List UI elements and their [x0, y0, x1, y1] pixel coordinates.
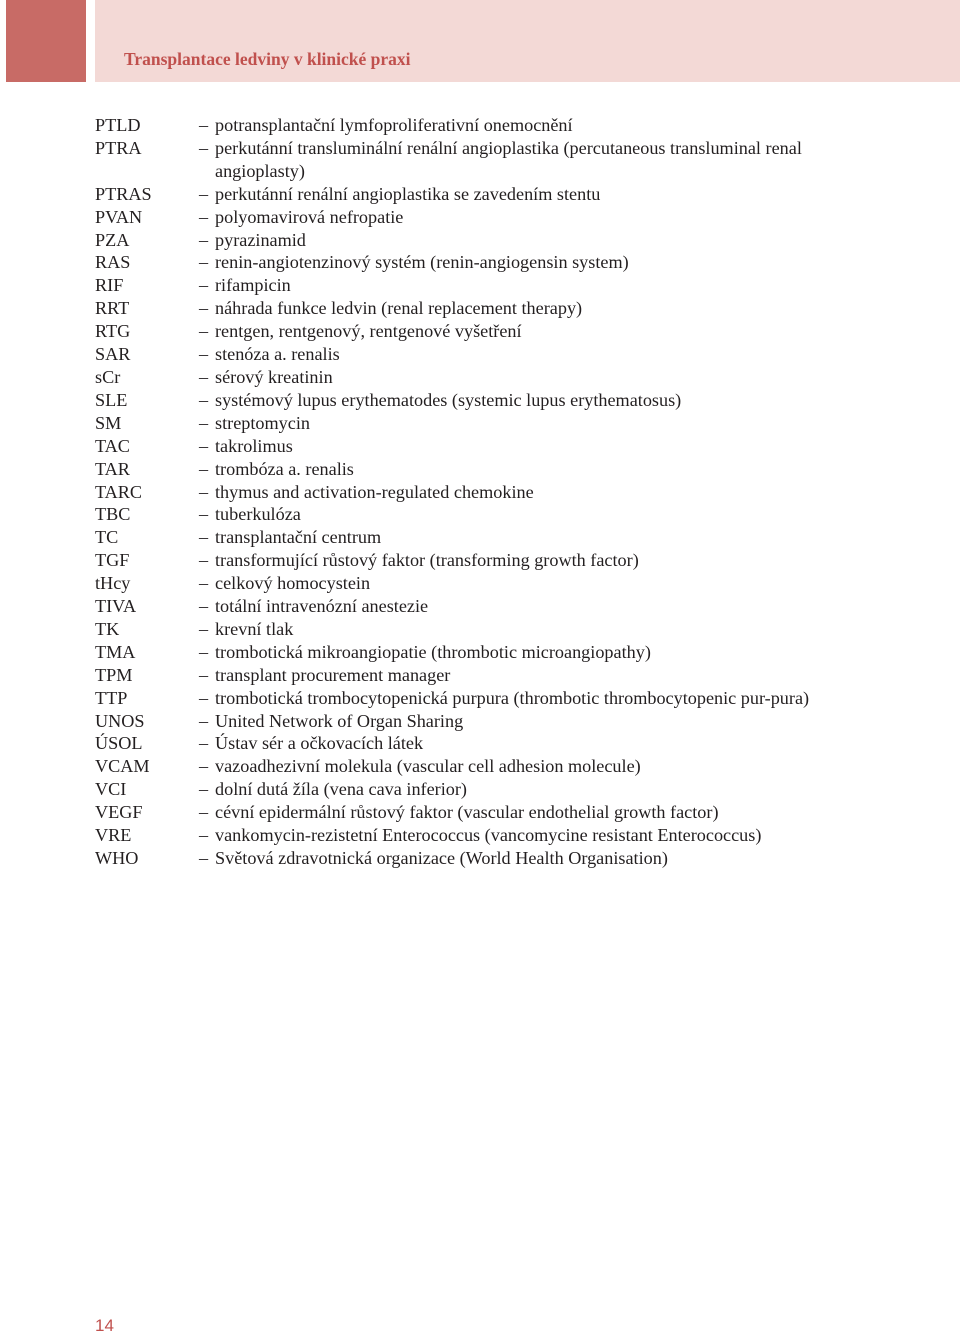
dash-separator: – [199, 458, 209, 479]
abbreviation-row [95, 618, 855, 641]
abbreviation-row [95, 481, 855, 504]
abbreviation-definition [199, 435, 855, 458]
abbreviation-definition [199, 274, 855, 297]
abbreviation-row [95, 778, 855, 801]
abbreviation-term: PTRA [95, 137, 142, 158]
dash-separator: – [199, 527, 209, 548]
dash-separator: – [199, 321, 209, 342]
definition-text: vankomycin-rezistetní Enterococcus (vancomycine resistant Enterococcus) [215, 825, 762, 846]
abbreviation-definition [199, 710, 855, 733]
dash-separator: – [199, 389, 209, 410]
dash-separator: – [199, 596, 209, 617]
abbreviation-term: TPM [95, 664, 133, 685]
definition-text: transformující růstový faktor (transforming growth factor) [215, 550, 639, 571]
abbreviation-definition [199, 503, 855, 526]
abbreviation-row [95, 732, 855, 755]
dash-separator: – [199, 710, 209, 731]
abbreviation-definition [199, 847, 855, 870]
dash-separator: – [199, 573, 209, 594]
abbreviation-definition [199, 549, 855, 572]
abbreviation-term: TTP [95, 687, 128, 708]
abbreviation-definition [199, 458, 855, 481]
abbreviation-definition [199, 526, 855, 549]
dash-separator: – [199, 550, 209, 571]
abbreviation-row [95, 251, 855, 274]
dash-separator: – [199, 115, 209, 135]
definition-text: náhrada funkce ledvin (renal replacement therapy) [215, 298, 583, 319]
definition-text: streptomycin [215, 412, 310, 433]
abbreviation-term: SLE [95, 389, 128, 410]
definition-text: trombóza a. renalis [215, 458, 354, 479]
abbreviation-term: PTRAS [95, 183, 152, 204]
abbreviation-term: VRE [95, 825, 132, 846]
abbreviation-term: PTLD [95, 115, 141, 135]
abbreviation-row [95, 503, 855, 526]
definition-text: Ústav sér a očkovacích látek [215, 733, 424, 754]
abbreviation-row [95, 595, 855, 618]
definition-text: trombotická trombocytopenická purpura (thrombotic thrombocytopenic pur-pura) [215, 687, 810, 708]
abbreviation-term: RTG [95, 321, 131, 342]
abbreviation-term: TBC [95, 504, 131, 525]
dash-separator: – [199, 687, 209, 708]
abbreviation-definition [199, 801, 855, 824]
abbreviation-row [95, 710, 855, 733]
abbreviation-definition [199, 206, 855, 229]
abbreviation-definition [199, 664, 855, 687]
definition-text: perkutánní renální angioplastika se zavedením stentu [215, 183, 601, 204]
definition-text: sérový kreatinin [215, 366, 333, 387]
dash-separator: – [199, 435, 209, 456]
definition-text: tuberkulóza [215, 504, 301, 525]
dash-separator: – [199, 641, 209, 662]
abbreviation-term: TAC [95, 435, 130, 456]
definition-text: renin-angiotenzinový systém (renin-angiogensin system) [215, 252, 629, 273]
abbreviation-term: TK [95, 618, 120, 639]
abbreviation-row [95, 458, 855, 481]
definition-text: polyomavirová nefropatie [215, 206, 404, 227]
abbreviation-row [95, 641, 855, 664]
dash-separator: – [199, 504, 209, 525]
abbreviation-definition [199, 687, 855, 710]
abbreviation-row [95, 297, 855, 320]
definition-text: pyrazinamid [215, 229, 306, 250]
page-number: 14 [95, 1316, 114, 1335]
dash-separator: – [199, 412, 209, 433]
abbreviation-term: SAR [95, 344, 131, 365]
abbreviation-definition [199, 366, 855, 389]
dash-separator: – [199, 229, 209, 250]
abbreviation-definition [199, 595, 855, 618]
abbreviation-list [95, 114, 855, 870]
abbreviation-row [95, 320, 855, 343]
dash-separator: – [199, 298, 209, 319]
definition-text: stenóza a. renalis [215, 344, 340, 365]
abbreviation-row [95, 366, 855, 389]
abbreviation-definition [199, 389, 855, 412]
definition-text: totální intravenózní anestezie [215, 596, 429, 617]
definition-text: rifampicin [215, 275, 291, 296]
definition-text: United Network of Organ Sharing [215, 710, 464, 731]
definition-text: krevní tlak [215, 618, 294, 639]
abbreviation-row [95, 549, 855, 572]
abbreviation-definition [199, 183, 855, 206]
dash-separator: – [199, 206, 209, 227]
abbreviation-definition [199, 114, 855, 137]
abbreviation-term: UNOS [95, 710, 145, 731]
abbreviation-term: PVAN [95, 206, 143, 227]
abbreviation-term: VCI [95, 779, 127, 800]
dash-separator: – [199, 825, 209, 846]
abbreviation-definition [199, 824, 855, 847]
definition-text: trombotická mikroangiopatie (thrombotic microangiopathy) [215, 641, 651, 662]
abbreviation-term: RAS [95, 252, 131, 273]
abbreviation-term: sCr [95, 366, 121, 387]
dash-separator: – [199, 779, 209, 800]
abbreviation-term: PZA [95, 229, 130, 250]
definition-text: perkutánní transluminální renální angioplastika (percutaneous transluminal renal angioplasty) [215, 137, 802, 181]
dash-separator: – [199, 664, 209, 685]
definition-text: takrolimus [215, 435, 293, 456]
abbreviation-definition [199, 572, 855, 595]
abbreviation-definition [199, 343, 855, 366]
dash-separator: – [199, 848, 209, 868]
abbreviation-term: TARC [95, 481, 143, 502]
dash-separator: – [199, 481, 209, 502]
abbreviation-row [95, 412, 855, 435]
abbreviation-term: TAR [95, 458, 130, 479]
definition-text: Světová zdravotnická organizace (World Health Organisation) [215, 848, 668, 868]
dash-separator: – [199, 618, 209, 639]
abbreviation-row [95, 137, 855, 183]
abbreviation-definition [199, 732, 855, 755]
header-accent-block [6, 0, 86, 82]
abbreviation-row [95, 274, 855, 297]
definition-text: transplant procurement manager [215, 664, 451, 685]
abbreviation-term: ÚSOL [95, 733, 143, 754]
abbreviation-definition [199, 481, 855, 504]
abbreviation-term: VCAM [95, 756, 150, 777]
abbreviation-row [95, 824, 855, 847]
abbreviation-definition [199, 778, 855, 801]
abbreviation-row [95, 664, 855, 687]
definition-text: rentgen, rentgenový, rentgenové vyšetření [215, 321, 522, 342]
definition-text: dolní dutá žíla (vena cava inferior) [215, 779, 467, 800]
abbreviation-term: RIF [95, 275, 124, 296]
abbreviation-row [95, 229, 855, 252]
abbreviation-definition [199, 297, 855, 320]
abbreviation-definition [199, 229, 855, 252]
abbreviation-row [95, 435, 855, 458]
abbreviation-term: RRT [95, 298, 130, 319]
abbreviation-term: TC [95, 527, 119, 548]
definition-text: systémový lupus erythematodes (systemic lupus erythematosus) [215, 389, 682, 410]
dash-separator: – [199, 252, 209, 273]
abbreviation-term: TGF [95, 550, 130, 571]
abbreviation-definition [199, 412, 855, 435]
abbreviation-row [95, 687, 855, 710]
abbreviation-definition [199, 618, 855, 641]
abbreviation-definition [199, 755, 855, 778]
dash-separator: – [199, 802, 209, 823]
dash-separator: – [199, 733, 209, 754]
dash-separator: – [199, 183, 209, 204]
abbreviation-row [95, 389, 855, 412]
dash-separator: – [199, 137, 209, 158]
definition-text: cévní epidermální růstový faktor (vascular endothelial growth factor) [215, 802, 719, 823]
abbreviation-term: TIVA [95, 596, 137, 617]
abbreviation-row [95, 183, 855, 206]
abbreviation-row [95, 755, 855, 778]
running-header-title: Transplantace ledviny v klinické praxi [124, 49, 411, 69]
abbreviation-term: tHcy [95, 573, 131, 594]
definition-text: thymus and activation-regulated chemokine [215, 481, 534, 502]
abbreviation-row [95, 114, 855, 137]
abbreviation-term: TMA [95, 641, 136, 662]
abbreviation-definition [199, 137, 855, 183]
abbreviation-row [95, 572, 855, 595]
definition-text: celkový homocystein [215, 573, 371, 594]
abbreviation-term: SM [95, 412, 122, 433]
abbreviation-row [95, 206, 855, 229]
abbreviation-definition [199, 641, 855, 664]
abbreviation-row [95, 801, 855, 824]
definition-text: vazoadhezivní molekula (vascular cell adhesion molecule) [215, 756, 641, 777]
dash-separator: – [199, 275, 209, 296]
definition-text: potransplantační lymfoproliferativní onemocnění [215, 115, 573, 135]
abbreviation-term: WHO [95, 848, 139, 868]
dash-separator: – [199, 756, 209, 777]
dash-separator: – [199, 344, 209, 365]
abbreviation-term: VEGF [95, 802, 143, 823]
abbreviation-definition [199, 320, 855, 343]
abbreviation-row [95, 343, 855, 366]
dash-separator: – [199, 366, 209, 387]
definition-text: transplantační centrum [215, 527, 382, 548]
abbreviation-row [95, 847, 855, 870]
abbreviation-row [95, 526, 855, 549]
abbreviation-definition [199, 251, 855, 274]
